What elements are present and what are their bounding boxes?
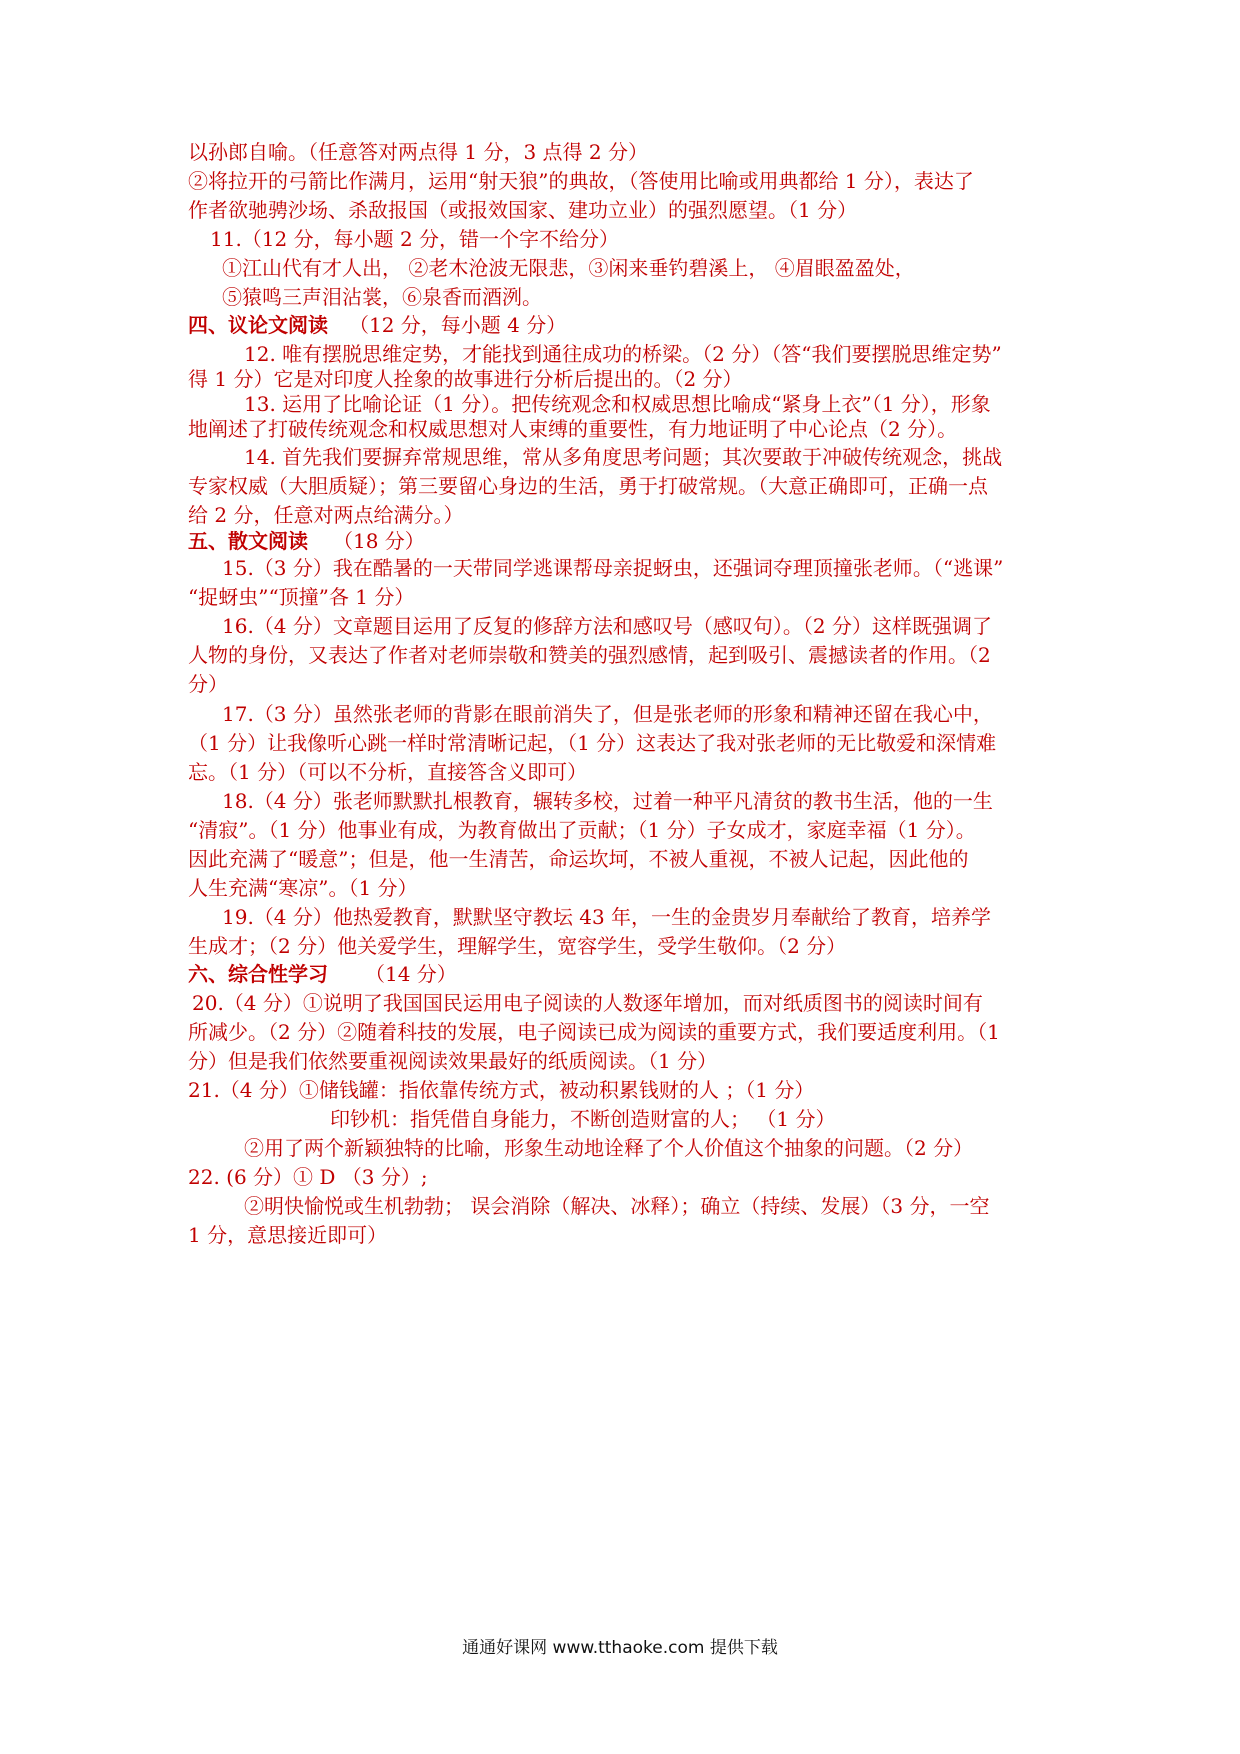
answer-line: ②用了两个新颖独特的比喻，形象生动地诠释了个人价值这个抽象的问题。（2 分） [244,1136,974,1160]
answer-line: 14. 首先我们要摒弃常规思维，常从多角度思考问题；其次要敢于冲破传统观念，挑战 [244,445,1003,469]
answer-line: 22. (6 分）① D （3 分）; [188,1165,428,1189]
section-score: （12 分，每小题 4 分） [348,313,567,337]
answer-line: 1 分，意思接近即可） [188,1223,388,1247]
answer-line: （1 分）让我像听心跳一样时常清晰记起，（1 分）这表达了我对张老师的无比敬爱和深情难 [188,731,997,755]
answer-line: 分）但是我们依然要重视阅读效果最好的纸质阅读。（1 分） [188,1049,718,1073]
answer-line: 忘。（1 分）（可以不分析，直接答含义即可） [188,760,588,784]
answer-line: 17.（3 分）虽然张老师的背影在眼前消失了，但是张老师的形象和精神还留在我心中， [222,702,993,726]
section-title: 六、综合性学习 [188,962,328,986]
answer-line: 因此充满了“暖意”；但是，他一生清苦，命运坎坷，不被人重视，不被人记起，因此他的 [188,847,969,871]
answer-line: 地阐述了打破传统观念和权威思想对人束缚的重要性，有力地证明了中心论点（2 分）。 [188,417,958,441]
answer-line: “清寂”。（1 分）他事业有成，为教育做出了贡献；（1 分）子女成才，家庭幸福（1 分）。 [188,818,976,842]
section-title: 四、议论文阅读 [188,313,328,337]
answer-line: 15.（3 分）我在酷暑的一天带同学逃课帮母亲捉蚜虫，还强词夺理顶撞张老师。（“逃课” [222,556,1004,580]
answer-line: 18.（4 分）张老师默默扎根教育，辗转多校，过着一种平凡清贫的教书生活，他的一生 [222,789,993,813]
answer-line: 印钞机：指凭借自身能力，不断创造财富的人； （1 分） [330,1107,836,1131]
section-heading [188,959,1068,989]
section-heading [188,526,1068,556]
section-title: 五、散文阅读 [188,529,308,553]
page-footer: 通通好课网 www.tthaoke.com 提供下载 [462,1638,778,1658]
answer-line: 16.（4 分）文章题目运用了反复的修辞方法和感叹号（感叹句）。（2 分）这样既强调了 [222,614,992,638]
answer-line: “捉蚜虫”“顶撞”各 1 分） [188,585,415,609]
answer-line: ②将拉开的弓箭比作满月，运用“射天狼”的典故，（答使用比喻或用典都给 1 分），表达了 [188,169,974,193]
answer-line: 分） [188,672,228,696]
answer-line: ⑤猿鸣三声泪沾裳，⑥泉香而酒洌。 [222,285,542,309]
answer-line: 19.（4 分）他热爱教育，默默坚守教坛 43 年，一生的金贵岁月奉献给了教育，培养学 [222,905,992,929]
answer-line: 12. 唯有摆脱思维定势，才能找到通往成功的桥梁。（2 分）（答“我们要摆脱思维定势” [244,342,1002,366]
section-score: （18 分） [332,529,425,553]
answer-line: 作者欲驰骋沙场、杀敌报国（或报效国家、建功立业）的强烈愿望。（1 分） [188,198,858,222]
answer-line: 11.（12 分，每小题 2 分，错一个字不给分） [210,227,620,251]
answer-line: 给 2 分，任意对两点给满分。） [188,503,464,527]
section-heading [188,310,1068,340]
answer-line: 20.（4 分）①说明了我国国民运用电子阅读的人数逐年增加，而对纸质图书的阅读时间有 [192,991,983,1015]
answer-line: 所减少。（2 分）②随着科技的发展，电子阅读已成为阅读的重要方式，我们要适度利用。（1 [188,1020,1000,1044]
answer-line: ①江山代有才人出， ②老木沧波无限悲，③闲来垂钓碧溪上， ④眉眼盈盈处， [222,256,915,280]
answer-line: 得 1 分）它是对印度人拴象的故事进行分析后提出的。（2 分） [188,367,743,391]
answer-line: 人物的身份，又表达了作者对老师崇敬和赞美的强烈感情，起到吸引、震撼读者的作用。（2 [188,643,991,667]
answer-line: 人生充满“寒凉”。（1 分） [188,876,418,900]
answer-line: 以孙郎自喻。（任意答对两点得 1 分，3 点得 2 分） [188,140,648,164]
answer-line: 专家权威（大胆质疑）；第三要留心身边的生活，勇于打破常规。（大意正确即可，正确一点 [188,474,988,498]
answer-line: ②明快愉悦或生机勃勃； 误会消除（解决、冰释）；确立（持续、发展）（3 分，一空 [244,1194,990,1218]
section-score: （14 分） [364,962,457,986]
answer-line: 生成才；（2 分）他关爱学生，理解学生，宽容学生，受学生敬仰。（2 分） [188,934,847,958]
answer-line: 21.（4 分）①储钱罐：指依靠传统方式，被动积累钱财的人 ；（1 分） [188,1078,815,1102]
answer-line: 13. 运用了比喻论证（1 分）。把传统观念和权威思想比喻成“紧身上衣”（1 分），形象 [244,392,991,416]
